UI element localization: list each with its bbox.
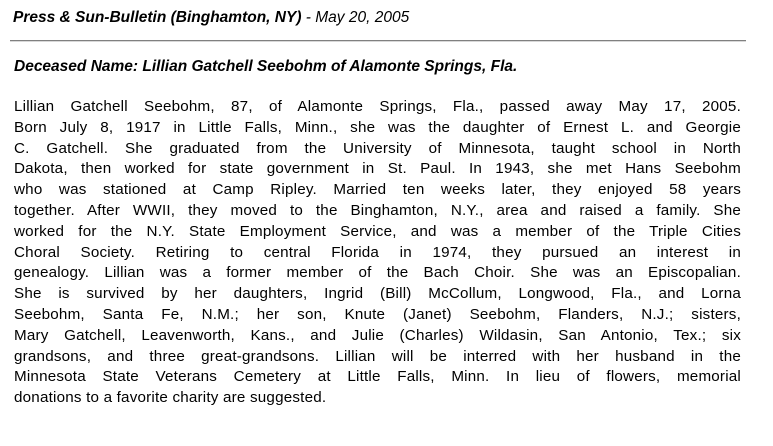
obituary-line: C. Gatchell. She graduated from the University of Minnesota, taught school in North bbox=[14, 139, 741, 157]
obituary-line: Born July 8, 1917 in Little Falls, Minn., she was the daughter of Ernest L. and Georgie bbox=[14, 118, 741, 136]
obituary-line: worked for the N.Y. State Employment Service, and was a member of the Triple Cities bbox=[14, 222, 741, 240]
obituary-line: Dakota, then worked for state government in St. Paul. In 1943, she met Hans Seebohm bbox=[14, 160, 741, 178]
obituary-line: who was stationed at Camp Ripley. Married ten weeks later, they enjoyed 58 years bbox=[14, 181, 741, 199]
obituary-line: Lillian Gatchell Seebohm, 87, of Alamonte Springs, Fla., passed away May 17, 2005. bbox=[14, 98, 741, 115]
header-separator: - bbox=[301, 9, 316, 26]
header-divider bbox=[10, 40, 746, 42]
obituary-line: She is survived by her daughters, Ingrid (Bill) McCollum, Longwood, Fla., and Lorna bbox=[14, 285, 741, 303]
publication-header bbox=[13, 9, 409, 27]
obituary-line: genealogy. Lillian was a former member of the Bach Choir. She was an Episcopalian. bbox=[14, 264, 741, 282]
obituary-line: together. After WWII, they moved to the Binghamton, N.Y., area and raised a family. She bbox=[14, 201, 741, 219]
obituary-line: Minnesota State Veterans Cemetery at Little Falls, Minn. In lieu of flowers, memorial bbox=[14, 368, 741, 386]
obituary-line: Seebohm, Santa Fe, N.M.; her son, Knute (Janet) Seebohm, Flanders, N.J.; sisters, bbox=[14, 305, 741, 323]
obituary-line: donations to a favorite charity are suggested. bbox=[14, 389, 327, 407]
deceased-name-heading: Deceased Name: Lillian Gatchell Seebohm of Alamonte Springs, Fla. bbox=[14, 58, 518, 75]
obituary-body bbox=[14, 97, 741, 409]
publication-name: Press & Sun-Bulletin (Binghamton, NY) bbox=[13, 9, 302, 26]
publication-date: May 20, 2005 bbox=[315, 9, 410, 26]
obituary-line: Mary Gatchell, Leavenworth, Kans., and Julie (Charles) Wildasin, San Antonio, Tex.; six bbox=[14, 326, 741, 344]
obituary-line: Choral Society. Retiring to central Florida in 1974, they pursued an interest in bbox=[14, 243, 741, 261]
obituary-line: grandsons, and three great-grandsons. Lillian will be interred with her husband in the bbox=[14, 347, 741, 365]
